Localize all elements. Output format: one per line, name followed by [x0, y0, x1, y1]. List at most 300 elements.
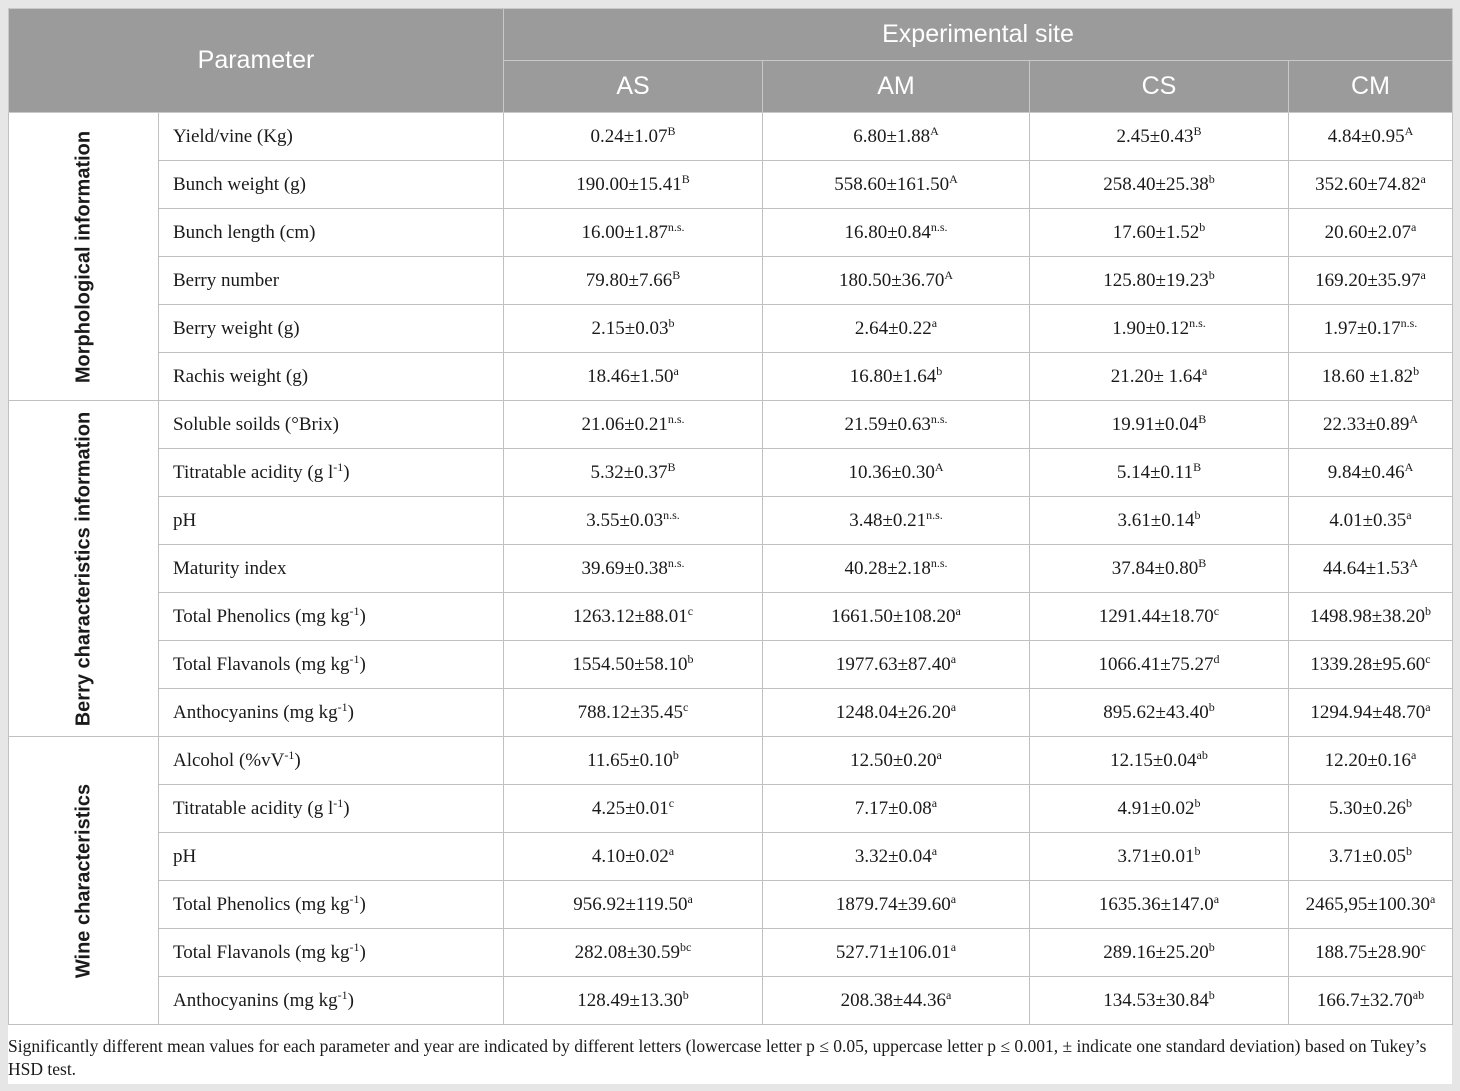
parameter-name [159, 593, 504, 641]
significance-letter: b [682, 987, 689, 1002]
value-cell [763, 353, 1030, 401]
significance-letter: b [1405, 795, 1412, 810]
value-cell [1289, 737, 1453, 785]
mean-sd-value: 37.84±0.80 [1111, 557, 1199, 579]
mean-sd-value: 40.28±2.18 [844, 557, 931, 579]
mean-sd-value: 1879.74±39.60 [835, 893, 951, 915]
mean-sd-value: 169.20±35.97 [1315, 269, 1421, 291]
mean-sd-value: 788.12±35.45 [577, 701, 684, 723]
mean-sd-value: 1339.28±95.60 [1310, 653, 1426, 675]
mean-sd-value: 2.64±0.22 [854, 317, 932, 339]
value-cell [1289, 161, 1453, 209]
significance-letter: b [672, 747, 679, 762]
parameter-name [159, 641, 504, 689]
mean-sd-value: 1294.94±48.70 [1310, 701, 1426, 723]
group-label-cell [9, 401, 159, 737]
significance-letter: c [668, 795, 675, 810]
parameter-name [159, 689, 504, 737]
value-cell [1030, 689, 1289, 737]
value-cell [1289, 257, 1453, 305]
site-header-am: AM [763, 61, 1030, 113]
value-cell [763, 449, 1030, 497]
mean-sd-value: 3.55±0.03 [586, 509, 664, 531]
parameter-name [159, 545, 504, 593]
significance-letter: b [1208, 699, 1215, 714]
value-cell [1030, 833, 1289, 881]
parameter-name [159, 161, 504, 209]
value-cell [504, 545, 763, 593]
parameter-text-close: ) [294, 749, 301, 771]
value-cell [1289, 305, 1453, 353]
value-cell [763, 401, 1030, 449]
significance-letter: A [1409, 411, 1419, 426]
value-cell [763, 209, 1030, 257]
mean-sd-value: 289.16±25.20 [1103, 941, 1209, 963]
table-row [9, 545, 1453, 593]
mean-sd-value: 208.38±44.36 [840, 989, 947, 1011]
parameter-name [159, 305, 504, 353]
significance-letter: A [934, 459, 944, 474]
significance-letter: a [931, 315, 938, 330]
value-cell [504, 449, 763, 497]
parameter-text-close: ) [343, 797, 350, 819]
mean-sd-value: 12.20±0.16 [1324, 749, 1412, 771]
parameter-text: pH [173, 509, 197, 531]
significance-letter: B [681, 171, 690, 186]
mean-sd-value: 2.45±0.43 [1116, 125, 1194, 147]
value-cell [1289, 593, 1453, 641]
significance-letter: b [1413, 363, 1420, 378]
parameter-text-close: ) [359, 941, 366, 963]
significance-letter: A [1409, 555, 1419, 570]
significance-letter: A [1404, 123, 1414, 138]
parameter-text: Total Phenolics (mg kg [173, 893, 350, 915]
parameter-name [159, 449, 504, 497]
mean-sd-value: 0.24±1.07 [590, 125, 668, 147]
significance-letter: c [1425, 651, 1431, 666]
value-cell [1030, 353, 1289, 401]
table-row [9, 689, 1453, 737]
significance-letter: n.s. [930, 411, 948, 426]
parameter-text-close: ) [359, 605, 366, 627]
parameter-text-close: ) [359, 653, 366, 675]
mean-sd-value: 12.15±0.04 [1110, 749, 1197, 771]
significance-letter: c [1420, 939, 1426, 954]
table-row [9, 161, 1453, 209]
value-cell [763, 497, 1030, 545]
mean-sd-value: 2.15±0.03 [591, 317, 669, 339]
mean-sd-value: 11.65±0.10 [587, 749, 673, 771]
mean-sd-value: 1635.36±147.0 [1098, 893, 1214, 915]
value-cell [1030, 785, 1289, 833]
site-header-cm: CM [1289, 61, 1453, 113]
value-cell [763, 641, 1030, 689]
table-row [9, 401, 1453, 449]
parameter-text: Bunch length (cm) [173, 221, 316, 243]
mean-sd-value: 1977.63±87.40 [835, 653, 951, 675]
value-cell [504, 401, 763, 449]
table-frame [8, 8, 1452, 1084]
table-row [9, 737, 1453, 785]
parameter-text: Bunch weight (g) [173, 173, 306, 195]
significance-letter: a [950, 891, 957, 906]
parameter-name [159, 881, 504, 929]
table-body [9, 113, 1453, 1025]
significance-letter: B [672, 267, 681, 282]
table-row [9, 353, 1453, 401]
value-cell [504, 353, 763, 401]
parameter-unit-exponent: -1 [349, 891, 360, 906]
significance-letter: A [949, 171, 958, 186]
mean-sd-value: 17.60±1.52 [1112, 221, 1200, 243]
mean-sd-value: 258.40±25.38 [1103, 173, 1209, 195]
parameter-text: Berry number [173, 269, 280, 291]
significance-letter: a [936, 747, 942, 762]
mean-sd-value: 1.90±0.12 [1112, 317, 1190, 339]
table-row [9, 641, 1453, 689]
mean-sd-value: 4.91±0.02 [1117, 797, 1195, 819]
value-cell [504, 833, 763, 881]
mean-sd-value: 180.50±36.70 [838, 269, 945, 291]
mean-sd-value: 5.32±0.37 [590, 461, 668, 483]
mean-sd-value: 3.61±0.14 [1117, 509, 1195, 531]
mean-sd-value: 5.14±0.11 [1116, 461, 1194, 483]
value-cell [1030, 449, 1289, 497]
value-cell [504, 785, 763, 833]
mean-sd-value: 190.00±15.41 [576, 173, 682, 195]
mean-sd-value: 166.7±32.70 [1316, 989, 1413, 1011]
mean-sd-value: 895.62±43.40 [1103, 701, 1209, 723]
significance-letter: n.s. [667, 411, 685, 426]
parameter-name [159, 929, 504, 977]
value-cell [763, 737, 1030, 785]
mean-sd-value: 4.10±0.02 [591, 845, 669, 867]
mean-sd-value: 1291.44±18.70 [1098, 605, 1214, 627]
value-cell [1289, 977, 1453, 1025]
significance-letter: A [1404, 459, 1414, 474]
significance-letter: a [931, 795, 938, 810]
parameter-text-close: ) [359, 893, 366, 915]
value-cell [1289, 881, 1453, 929]
mean-sd-value: 6.80±1.88 [853, 125, 931, 147]
table-row [9, 449, 1453, 497]
value-cell [1030, 545, 1289, 593]
value-cell [1289, 497, 1453, 545]
value-cell [1030, 737, 1289, 785]
significance-letter: a [673, 363, 679, 378]
value-cell [1030, 593, 1289, 641]
significance-letter: a [1201, 363, 1208, 378]
table-row [9, 113, 1453, 161]
significance-letter: d [1213, 651, 1220, 666]
value-cell [504, 929, 763, 977]
mean-sd-value: 956.92±119.50 [573, 893, 688, 915]
table-row [9, 257, 1453, 305]
significance-letter: b [1208, 171, 1215, 186]
value-cell [1289, 785, 1453, 833]
value-cell [1289, 689, 1453, 737]
significance-letter: ab [1196, 747, 1208, 762]
mean-sd-value: 1.97±0.17 [1323, 317, 1401, 339]
parameter-name [159, 257, 504, 305]
mean-sd-value: 3.48±0.21 [849, 509, 927, 531]
value-cell [504, 593, 763, 641]
mean-sd-value: 1248.04±26.20 [835, 701, 951, 723]
mean-sd-value: 2465,95±100.30 [1305, 893, 1431, 915]
results-table [8, 8, 1453, 1025]
mean-sd-value: 12.50±0.20 [850, 749, 937, 771]
parameter-name [159, 353, 504, 401]
parameter-unit-exponent: -1 [349, 939, 360, 954]
value-cell [1030, 257, 1289, 305]
experimental-site-header: Experimental site [504, 9, 1453, 61]
value-cell [1030, 977, 1289, 1025]
significance-letter: A [944, 267, 954, 282]
significance-letter: a [950, 651, 957, 666]
site-header-cs: CS [1030, 61, 1289, 113]
value-cell [1030, 401, 1289, 449]
parameter-text: Alcohol (%vV [173, 749, 285, 771]
significance-letter: a [946, 987, 952, 1002]
significance-letter: b [1424, 603, 1431, 618]
mean-sd-value: 39.69±0.38 [581, 557, 668, 579]
significance-letter: B [667, 123, 676, 138]
parameter-unit-exponent: -1 [349, 651, 360, 666]
parameter-text: pH [173, 845, 197, 867]
mean-sd-value: 4.84±0.95 [1327, 125, 1405, 147]
value-cell [1289, 833, 1453, 881]
mean-sd-value: 20.60±2.07 [1324, 221, 1412, 243]
mean-sd-value: 21.06±0.21 [581, 413, 668, 435]
parameter-text: Total Phenolics (mg kg [173, 605, 350, 627]
table-row [9, 929, 1453, 977]
value-cell [504, 881, 763, 929]
parameter-text-close: ) [347, 989, 354, 1011]
group-label-cell [9, 113, 159, 401]
parameter-name [159, 113, 504, 161]
value-cell [763, 161, 1030, 209]
parameter-text: Maturity index [173, 557, 287, 579]
parameter-text: Titratable acidity (g l [173, 797, 334, 819]
significance-letter: B [1198, 555, 1207, 570]
mean-sd-value: 10.36±0.30 [848, 461, 935, 483]
mean-sd-value: 188.75±28.90 [1315, 941, 1421, 963]
value-cell [763, 881, 1030, 929]
value-cell [1289, 449, 1453, 497]
mean-sd-value: 5.30±0.26 [1329, 797, 1406, 819]
value-cell [504, 257, 763, 305]
table-row [9, 497, 1453, 545]
significance-letter: n.s. [926, 507, 943, 522]
significance-letter: b [668, 315, 675, 330]
significance-letter: n.s. [1189, 315, 1206, 330]
mean-sd-value: 44.64±1.53 [1322, 557, 1410, 579]
significance-letter: b [1194, 843, 1201, 858]
parameter-text: Berry weight (g) [173, 317, 300, 339]
value-cell [763, 593, 1030, 641]
significance-letter: B [667, 459, 676, 474]
mean-sd-value: 1554.50±58.10 [572, 653, 688, 675]
significance-letter: a [1425, 699, 1431, 714]
parameter-text: Titratable acidity (g l [173, 461, 334, 483]
value-cell [1030, 641, 1289, 689]
value-cell [504, 113, 763, 161]
mean-sd-value: 9.84±0.46 [1327, 461, 1405, 483]
parameter-unit-exponent: -1 [333, 795, 344, 810]
table-footnote: Significantly different mean values for each parameter and year are indicated by different letters (lowercase letter p ≤ 0.05, uppercase letter p ≤ 0.001, ± indicate one standard deviation) based on Tukey’s HSD test. [8, 1036, 1427, 1079]
parameter-name [159, 737, 504, 785]
significance-letter: bc [680, 939, 692, 954]
parameter-unit-exponent: -1 [337, 699, 348, 714]
significance-letter: c [683, 699, 689, 714]
parameter-text-close: ) [347, 701, 354, 723]
parameter-name [159, 401, 504, 449]
parameter-text: Anthocyanins (mg kg [173, 989, 338, 1011]
parameter-text: Soluble soilds (°Brix) [173, 413, 339, 435]
parameter-name [159, 497, 504, 545]
mean-sd-value: 22.33±0.89 [1322, 413, 1410, 435]
parameter-text: Anthocyanins (mg kg [173, 701, 338, 723]
mean-sd-value: 21.20± 1.64 [1110, 365, 1202, 387]
value-cell [504, 161, 763, 209]
significance-letter: b [1194, 507, 1201, 522]
mean-sd-value: 134.53±30.84 [1103, 989, 1209, 1011]
mean-sd-value: 16.80±0.84 [844, 221, 931, 243]
value-cell [504, 977, 763, 1025]
value-cell [1289, 401, 1453, 449]
mean-sd-value: 125.80±19.23 [1103, 269, 1209, 291]
value-cell [1030, 161, 1289, 209]
mean-sd-value: 21.59±0.63 [844, 413, 931, 435]
mean-sd-value: 4.25±0.01 [591, 797, 669, 819]
significance-letter: n.s. [663, 507, 680, 522]
mean-sd-value: 527.71±106.01 [835, 941, 951, 963]
significance-letter: b [1208, 939, 1215, 954]
mean-sd-value: 3.71±0.01 [1117, 845, 1195, 867]
mean-sd-value: 18.46±1.50 [587, 365, 674, 387]
significance-letter: a [1420, 267, 1426, 282]
table-row [9, 977, 1453, 1025]
significance-letter: n.s. [930, 219, 948, 234]
value-cell [504, 305, 763, 353]
table-header [9, 9, 1453, 113]
value-cell [763, 689, 1030, 737]
value-cell [763, 929, 1030, 977]
significance-letter: a [955, 603, 961, 618]
mean-sd-value: 1263.12±88.01 [572, 605, 688, 627]
parameter-text-close: ) [343, 461, 350, 483]
table-row [9, 593, 1453, 641]
significance-letter: b [936, 363, 943, 378]
table-row [9, 785, 1453, 833]
value-cell [763, 833, 1030, 881]
value-cell [763, 113, 1030, 161]
parameter-unit-exponent: -1 [337, 987, 348, 1002]
value-cell [1030, 497, 1289, 545]
value-cell [763, 977, 1030, 1025]
table-row [9, 881, 1453, 929]
parameter-name [159, 833, 504, 881]
table-row [9, 305, 1453, 353]
value-cell [1289, 209, 1453, 257]
parameter-text: Yield/vine (Kg) [173, 125, 293, 147]
significance-letter: a [1213, 891, 1220, 906]
value-cell [504, 497, 763, 545]
significance-letter: b [1208, 987, 1215, 1002]
value-cell [504, 641, 763, 689]
significance-letter: b [1194, 795, 1201, 810]
mean-sd-value: 558.60±161.50 [834, 173, 950, 195]
significance-letter: a [1430, 891, 1436, 906]
significance-letter: n.s. [1400, 315, 1418, 330]
significance-letter: n.s. [667, 219, 685, 234]
mean-sd-value: 16.00±1.87 [581, 221, 668, 243]
mean-sd-value: 1498.98±38.20 [1310, 605, 1425, 627]
mean-sd-value: 3.71±0.05 [1329, 845, 1406, 867]
significance-letter: a [950, 939, 957, 954]
table-row [9, 833, 1453, 881]
group-label: Wine characteristics [72, 783, 94, 978]
value-cell [1030, 929, 1289, 977]
significance-letter: b [1208, 267, 1215, 282]
significance-letter: b [687, 651, 694, 666]
value-cell [504, 689, 763, 737]
value-cell [763, 305, 1030, 353]
significance-letter: a [950, 699, 957, 714]
significance-letter: A [930, 123, 939, 138]
significance-letter: B [1198, 411, 1207, 426]
parameter-unit-exponent: -1 [284, 747, 295, 762]
value-cell [1289, 545, 1453, 593]
parameter-unit-exponent: -1 [333, 459, 344, 474]
site-header-as: AS [504, 61, 763, 113]
mean-sd-value: 128.49±13.30 [577, 989, 683, 1011]
value-cell [1030, 881, 1289, 929]
value-cell [763, 785, 1030, 833]
value-cell [763, 545, 1030, 593]
value-cell [1289, 353, 1453, 401]
value-cell [1030, 305, 1289, 353]
significance-letter: c [1213, 603, 1220, 618]
parameter-name [159, 977, 504, 1025]
significance-letter: c [687, 603, 694, 618]
significance-letter: a [1420, 171, 1426, 186]
parameter-text: Rachis weight (g) [173, 365, 309, 387]
value-cell [1289, 113, 1453, 161]
value-cell [1030, 209, 1289, 257]
group-label: Berry characteristics information [72, 411, 94, 726]
significance-letter: n.s. [667, 555, 685, 570]
mean-sd-value: 4.01±0.35 [1329, 509, 1407, 531]
value-cell [504, 209, 763, 257]
significance-letter: b [1199, 219, 1206, 234]
parameter-unit-exponent: -1 [349, 603, 360, 618]
mean-sd-value: 352.60±74.82 [1315, 173, 1421, 195]
significance-letter: n.s. [930, 555, 948, 570]
mean-sd-value: 1066.41±75.27 [1098, 653, 1214, 675]
parameter-header: Parameter [9, 9, 504, 113]
significance-letter: a [1411, 219, 1417, 234]
significance-letter: a [1411, 747, 1417, 762]
value-cell [504, 737, 763, 785]
mean-sd-value: 19.91±0.04 [1111, 413, 1199, 435]
significance-letter: a [931, 843, 938, 858]
group-label-cell [9, 737, 159, 1025]
mean-sd-value: 3.32±0.04 [854, 845, 932, 867]
mean-sd-value: 282.08±30.59 [574, 941, 681, 963]
parameter-name [159, 785, 504, 833]
parameter-name [159, 209, 504, 257]
